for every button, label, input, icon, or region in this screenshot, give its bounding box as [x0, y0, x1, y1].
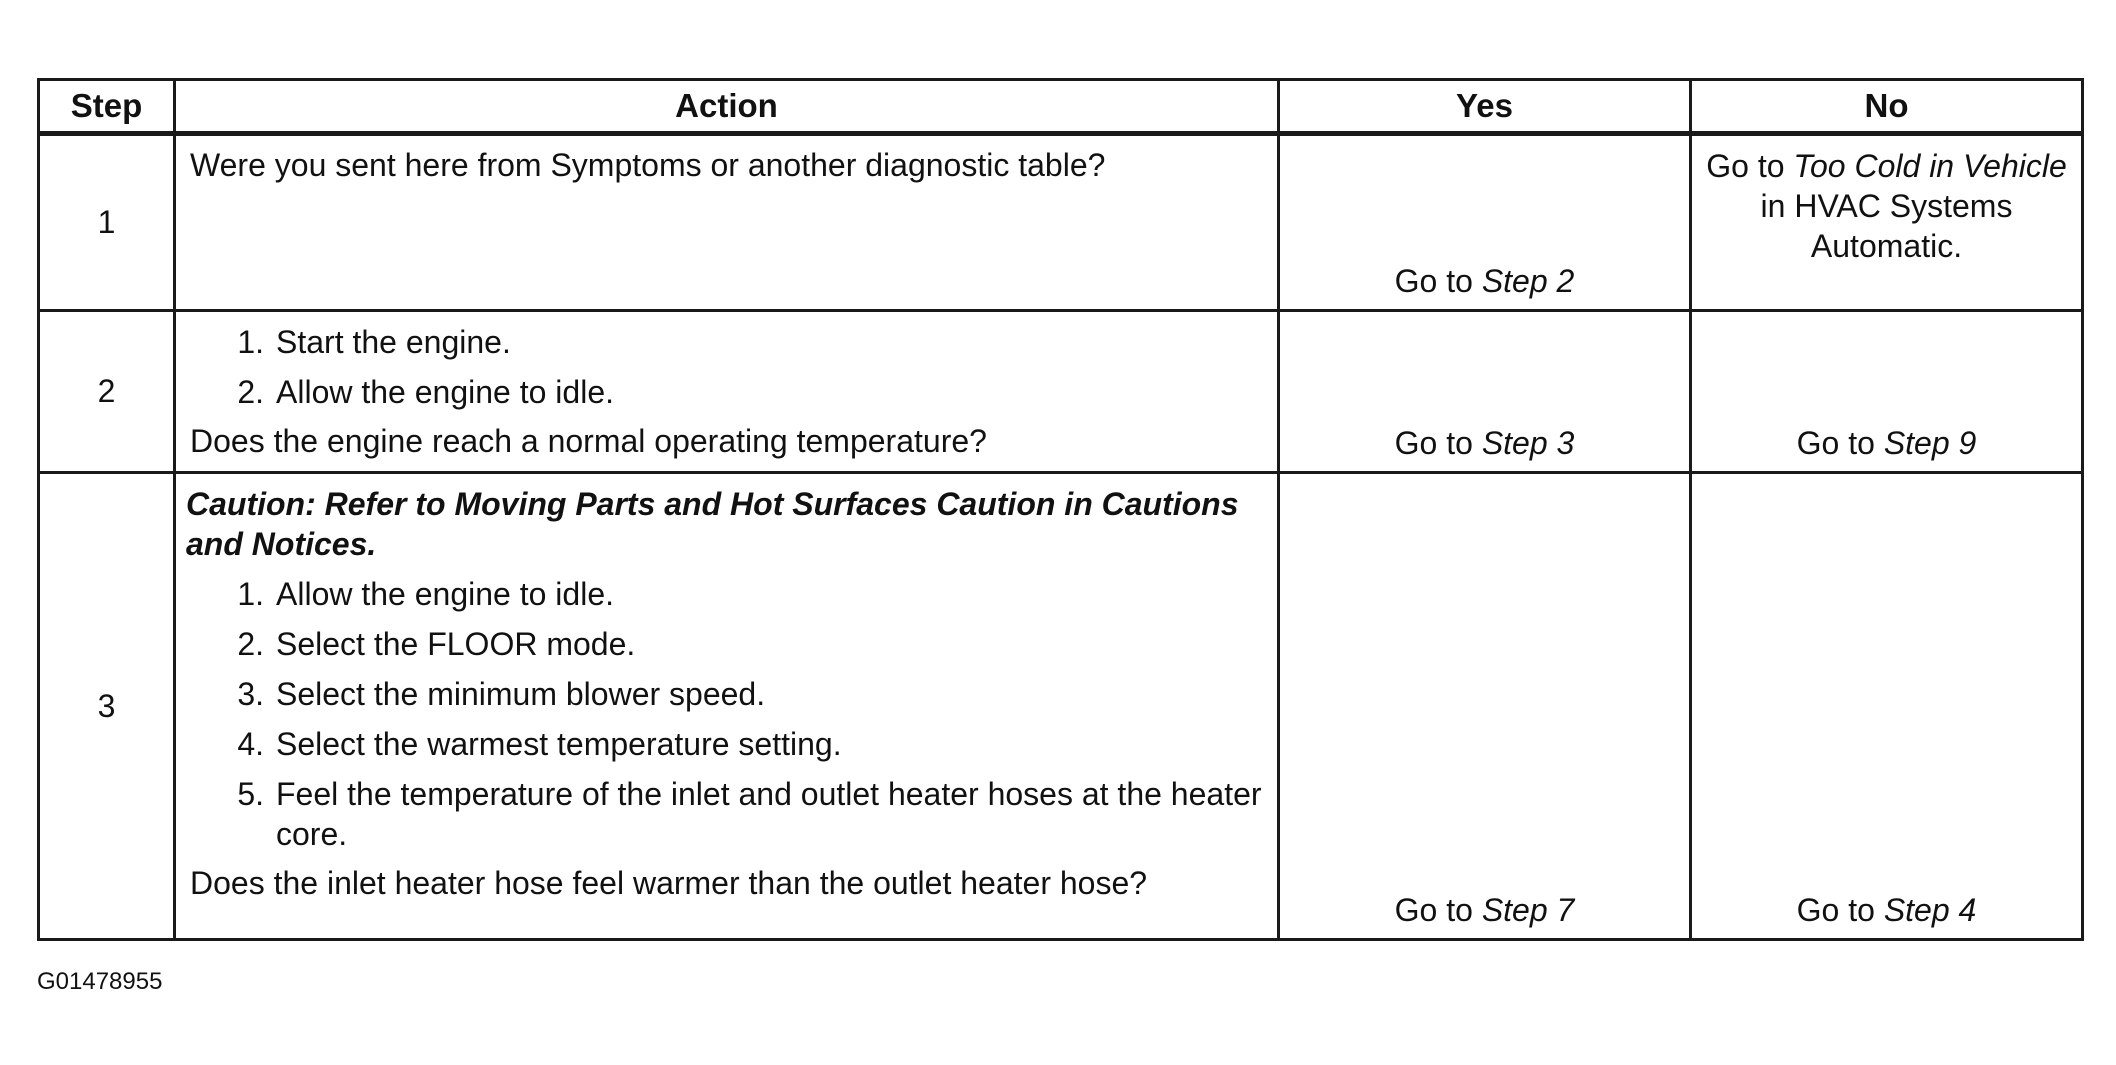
- action-cell: [175, 134, 1279, 311]
- table-row: [39, 134, 2083, 311]
- list-item-text: Select the warmest temperature setting.: [276, 726, 842, 762]
- no-cell: [1691, 473, 2083, 940]
- list-item-number: 4.: [237, 726, 264, 762]
- list-item-text: Feel the temperature of the inlet and outlet heater hoses at the heater core.: [276, 776, 1262, 852]
- list-item-text: Allow the engine to idle.: [276, 374, 614, 410]
- yes-step-link: Step 2: [1481, 263, 1575, 299]
- action-cell: [175, 311, 1279, 473]
- list-item-text: Select the minimum blower speed.: [276, 676, 766, 712]
- list-item-number: 2.: [237, 626, 264, 662]
- step-number: 2: [39, 311, 175, 473]
- figure-id: G01478955: [37, 968, 163, 995]
- list-item-number: 1.: [237, 324, 264, 360]
- list-item-text: Start the engine.: [276, 324, 511, 360]
- list-item-number: 2.: [237, 374, 264, 410]
- list-item: [190, 624, 1263, 664]
- yes-prefix: Go to: [1394, 425, 1473, 461]
- list-item-number: 5.: [237, 776, 264, 812]
- list-item: [190, 774, 1263, 854]
- no-prefix: Go to: [1706, 148, 1785, 184]
- yes-step-link: Step 7: [1481, 892, 1575, 928]
- caution-note: Caution: Refer to Moving Parts and Hot Surfaces Caution in Cautions and Notices.: [186, 486, 1239, 562]
- table-row: [39, 311, 2083, 473]
- no-reference-link: Too Cold in Vehicle: [1793, 148, 2067, 184]
- yes-cell: [1279, 311, 1691, 473]
- step-number: 3: [39, 473, 175, 940]
- no-cell: [1691, 134, 2083, 311]
- table-row: [39, 473, 2083, 940]
- no-cell: [1691, 311, 2083, 473]
- yes-prefix: Go to: [1394, 892, 1473, 928]
- no-prefix: Go to: [1796, 892, 1875, 928]
- yes-step-link: Step 3: [1481, 425, 1575, 461]
- diagnostic-table: [37, 78, 2084, 941]
- list-item-number: 1.: [237, 576, 264, 612]
- yes-cell: [1279, 473, 1691, 940]
- list-item-text: Select the FLOOR mode.: [276, 626, 636, 662]
- list-item: [190, 724, 1263, 764]
- list-item: [190, 674, 1263, 714]
- yes-prefix: Go to: [1394, 263, 1473, 299]
- step-number: 1: [39, 134, 175, 311]
- action-cell: [175, 473, 1279, 940]
- list-item-number: 3.: [237, 676, 264, 712]
- table-header-row: [39, 80, 2083, 134]
- action-question: Were you sent here from Symptoms or another diagnostic table?: [190, 147, 1106, 183]
- header-yes: Yes: [1279, 80, 1691, 134]
- no-step-link: Step 4: [1883, 892, 1977, 928]
- list-item: [190, 574, 1263, 614]
- header-no: No: [1691, 80, 2083, 134]
- header-step: Step: [39, 80, 175, 134]
- list-item: [190, 372, 1263, 412]
- action-steps-list: [190, 574, 1263, 854]
- list-item-text: Allow the engine to idle.: [276, 576, 614, 612]
- action-question: Does the inlet heater hose feel warmer than the outlet heater hose?: [190, 865, 1148, 901]
- action-steps-list: [190, 322, 1263, 412]
- action-question: Does the engine reach a normal operating temperature?: [190, 423, 987, 459]
- no-prefix: Go to: [1796, 425, 1875, 461]
- header-action: Action: [175, 80, 1279, 134]
- list-item: [190, 322, 1263, 362]
- no-suffix: in HVAC Systems Automatic.: [1760, 188, 2013, 264]
- no-step-link: Step 9: [1883, 425, 1977, 461]
- yes-cell: [1279, 134, 1691, 311]
